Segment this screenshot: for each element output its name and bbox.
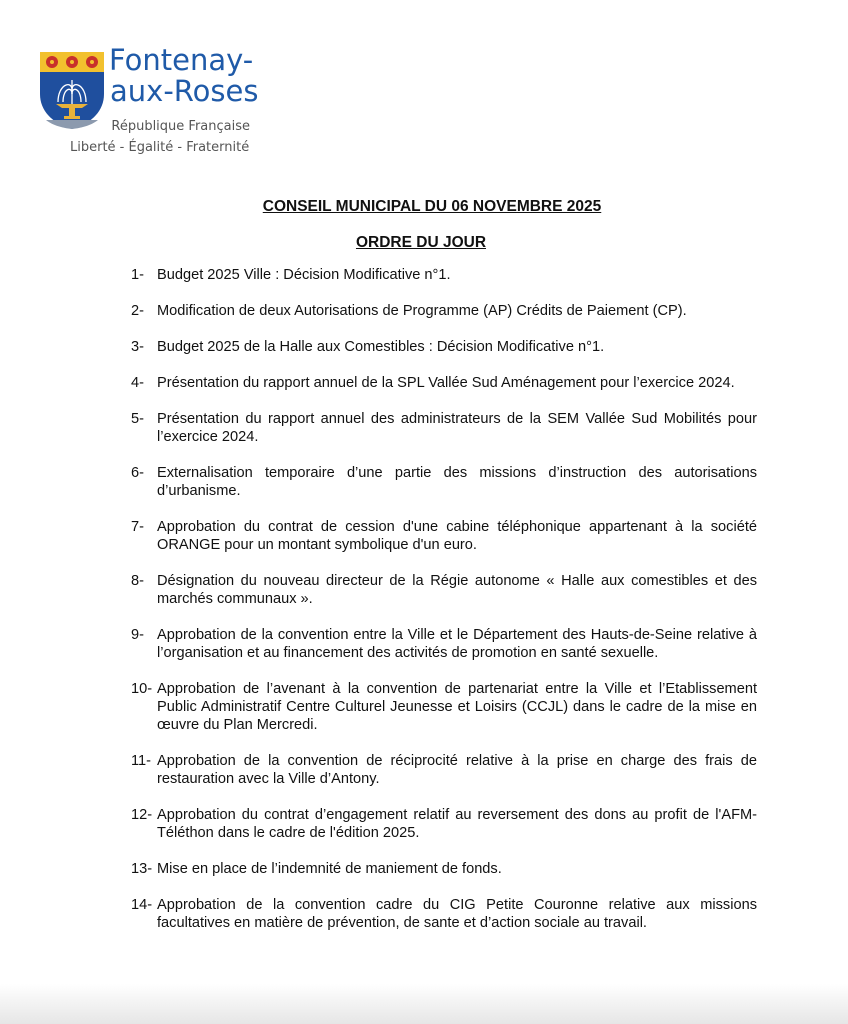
agenda-list — [131, 266, 757, 950]
agenda-item-number: 6- — [131, 465, 144, 481]
agenda-item-number: 14- — [131, 897, 153, 913]
agenda-item-text: Budget 2025 de la Halle aux Comestibles : Décision Modificative n°1. — [157, 339, 605, 355]
agenda-item-number: 10- — [131, 681, 153, 697]
agenda-item — [131, 806, 757, 842]
document-title: CONSEIL MUNICIPAL DU 06 NOVEMBRE 2025 — [262, 198, 602, 215]
agenda-item-number: 9- — [131, 627, 144, 643]
agenda-item — [131, 410, 757, 446]
agenda-item-number: 7- — [131, 519, 144, 535]
agenda-item-text: Approbation de la convention de réciprocité relative à la prise en charge des frais de restauration avec la Ville d’Antony. — [157, 753, 757, 787]
agenda-item-text: Mise en place de l’indemnité de maniement de fonds. — [157, 861, 502, 877]
agenda-item-number: 3- — [131, 339, 144, 355]
agenda-item-text: Présentation du rapport annuel des administrateurs de la SEM Vallée Sud Mobilités pour l’exercice 2024. — [157, 411, 757, 445]
city-coat-of-arms-icon — [38, 50, 106, 130]
agenda-item-text: Modification de deux Autorisations de Programme (AP) Crédits de Paiement (CP). — [157, 303, 687, 319]
agenda-item — [131, 464, 757, 500]
agenda-item-text: Approbation du contrat d’engagement relatif au reversement des dons au profit de l'AFM-Téléthon dans le cadre de l'édition 2025. — [157, 807, 757, 841]
agenda-item-number: 13- — [131, 861, 153, 877]
agenda-item — [131, 518, 757, 554]
agenda-item-text: Approbation de l’avenant à la convention de partenariat entre la Ville et l’Etablissement Public Administratif Centre Culturel Jeunesse et Loisirs (CCJL) dans le cadre de la mise en œuvre du Plan Mercredi. — [157, 681, 757, 733]
agenda-item — [131, 374, 757, 392]
agenda-item-text: Présentation du rapport annuel de la SPL Vallée Sud Aménagement pour l’exercice 2024. — [157, 375, 735, 391]
agenda-item — [131, 572, 757, 608]
agenda-item-text: Approbation de la convention cadre du CIG Petite Couronne relative aux missions facultatives en matière de prévention, de sante et d’action sociale au travail. — [157, 897, 757, 931]
agenda-item-number: 5- — [131, 411, 144, 427]
agenda-item-number: 4- — [131, 375, 144, 391]
agenda-item-text: Budget 2025 Ville : Décision Modificative n°1. — [157, 267, 451, 283]
agenda-item — [131, 896, 757, 932]
agenda-item — [131, 752, 757, 788]
page-bottom-shadow — [0, 984, 848, 1024]
agenda-item — [131, 266, 757, 284]
agenda-item-number: 1- — [131, 267, 144, 283]
city-name-line1: Fontenay- — [109, 43, 254, 77]
city-name-line2: aux-Roses — [110, 74, 259, 108]
agenda-item-number: 8- — [131, 573, 144, 589]
agenda-item — [131, 338, 757, 356]
document-subtitle: ORDRE DU JOUR — [355, 234, 487, 251]
agenda-item-text: Désignation du nouveau directeur de la Régie autonome « Halle aux comestibles et des marchés communaux ». — [157, 573, 757, 607]
agenda-item-number: 2- — [131, 303, 144, 319]
agenda-item — [131, 302, 757, 320]
agenda-item-text: Externalisation temporaire d’une partie des missions d’instruction des autorisations d’urbanisme. — [157, 465, 757, 499]
agenda-item-number: 11- — [131, 753, 152, 769]
agenda-item-number: 12- — [131, 807, 153, 823]
agenda-item-text: Approbation du contrat de cession d'une cabine téléphonique appartenant à la société ORANGE pour un montant symbolique d'un euro. — [157, 519, 757, 553]
republic-label: République Française — [111, 119, 250, 134]
city-logo — [38, 43, 268, 170]
motto-label: Liberté - Égalité - Fraternité — [70, 140, 250, 155]
agenda-item — [131, 860, 757, 878]
agenda-item — [131, 680, 757, 734]
agenda-item-text: Approbation de la convention entre la Ville et le Département des Hauts-de-Seine relative à l’organisation et au financement des activités de promotion en santé sexuelle. — [157, 627, 757, 661]
agenda-item — [131, 626, 757, 662]
